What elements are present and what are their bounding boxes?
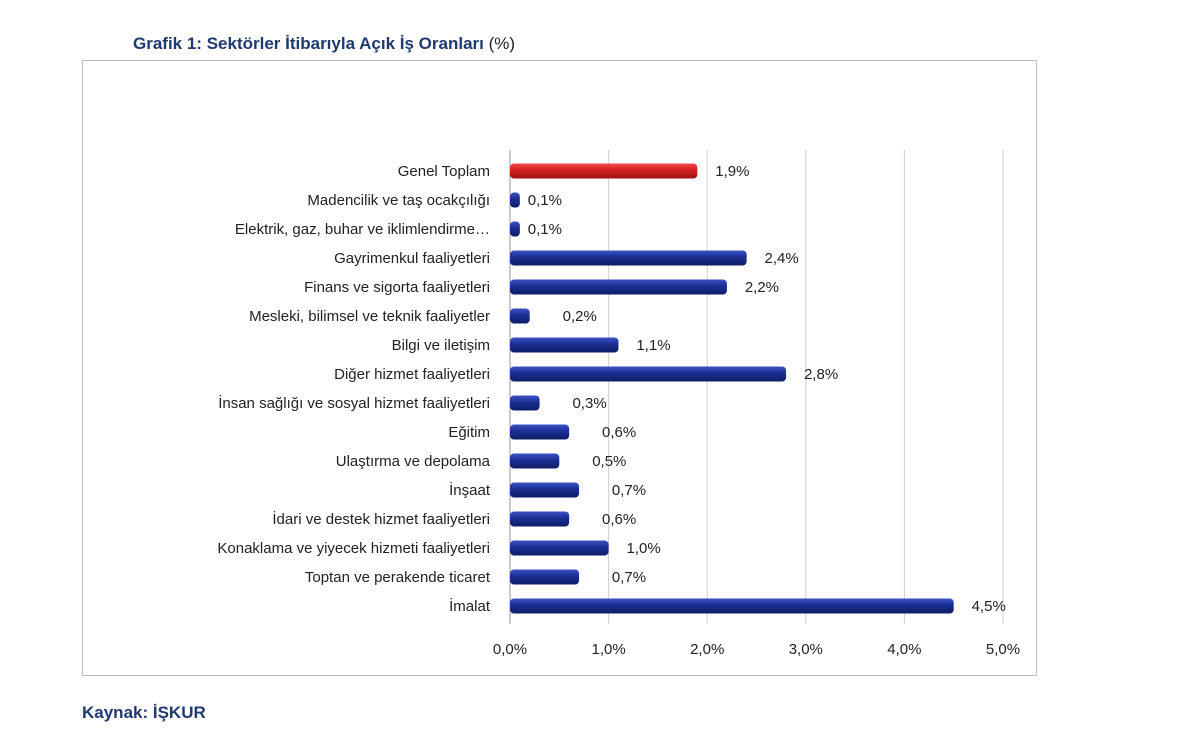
bar <box>510 483 579 498</box>
value-label: 0,3% <box>572 395 607 412</box>
category-label: Eğitim <box>448 424 490 441</box>
category-label: Finans ve sigorta faaliyetleri <box>304 279 490 296</box>
value-label: 0,7% <box>611 569 647 586</box>
value-label: 1,0% <box>626 540 661 557</box>
chart-title-unit: (%) <box>483 34 516 53</box>
category-label: Elektrik, gaz, buhar ve iklimlendirme… <box>234 221 490 238</box>
value-label: 1,1% <box>636 337 671 354</box>
value-label: 0,6% <box>602 424 637 441</box>
bar <box>510 338 618 353</box>
value-label: 2,2% <box>744 279 780 296</box>
category-label: Toptan ve perakende ticaret <box>304 569 490 586</box>
bar <box>510 367 786 382</box>
bar-highlight <box>510 164 697 179</box>
bar <box>510 251 747 266</box>
value-label: 2,4% <box>764 250 799 267</box>
x-tick-label: 2,0% <box>690 641 725 658</box>
x-tick-label: 3,0% <box>788 641 823 658</box>
value-label: 4,5% <box>971 598 1006 615</box>
x-tick-label: 4,0% <box>887 641 922 658</box>
bar <box>510 193 520 208</box>
value-label: 0,2% <box>562 308 597 325</box>
source-note: Kaynak: İŞKUR <box>82 703 206 722</box>
bar <box>510 541 609 556</box>
category-label: İdari ve destek hizmet faaliyetleri <box>272 511 490 528</box>
x-tick-label: 0,0% <box>492 641 528 658</box>
bar <box>510 280 727 295</box>
category-label: İmalat <box>449 598 490 615</box>
category-label: Gayrimenkul faaliyetleri <box>334 250 490 267</box>
bar <box>510 599 954 614</box>
bar <box>510 512 569 527</box>
value-label: 0,1% <box>527 221 562 238</box>
bar <box>510 396 540 411</box>
category-label: Madencilik ve taş ocakçılığı <box>307 192 490 209</box>
value-label: 0,6% <box>602 511 637 528</box>
category-label: Mesleki, bilimsel ve teknik faaliyetler <box>249 308 490 325</box>
category-label: Genel Toplam <box>397 163 490 180</box>
value-label: 0,5% <box>592 453 627 470</box>
category-label: İnşaat <box>449 482 490 499</box>
value-label: 0,7% <box>611 482 647 499</box>
x-tick-label: 1,0% <box>591 641 626 658</box>
chart-title-main: Grafik 1: Sektörler İtibarıyla Açık İş Oranları <box>133 34 484 53</box>
category-label: Bilgi ve iletişim <box>391 337 490 354</box>
category-label: Ulaştırma ve depolama <box>335 453 490 470</box>
x-tick-label: 5,0% <box>985 641 1021 658</box>
bar <box>510 425 569 440</box>
value-label: 2,8% <box>803 366 839 383</box>
bar <box>510 570 579 585</box>
category-label: Diğer hizmet faaliyetleri <box>334 366 490 383</box>
bar <box>510 222 520 237</box>
value-label: 1,9% <box>715 163 750 180</box>
bar <box>510 454 559 469</box>
bar <box>510 309 530 324</box>
category-label: Konaklama ve yiyecek hizmeti faaliyetleri <box>217 540 490 557</box>
category-label: İnsan sağlığı ve sosyal hizmet faaliyetleri <box>218 395 490 412</box>
value-label: 0,1% <box>527 192 562 209</box>
